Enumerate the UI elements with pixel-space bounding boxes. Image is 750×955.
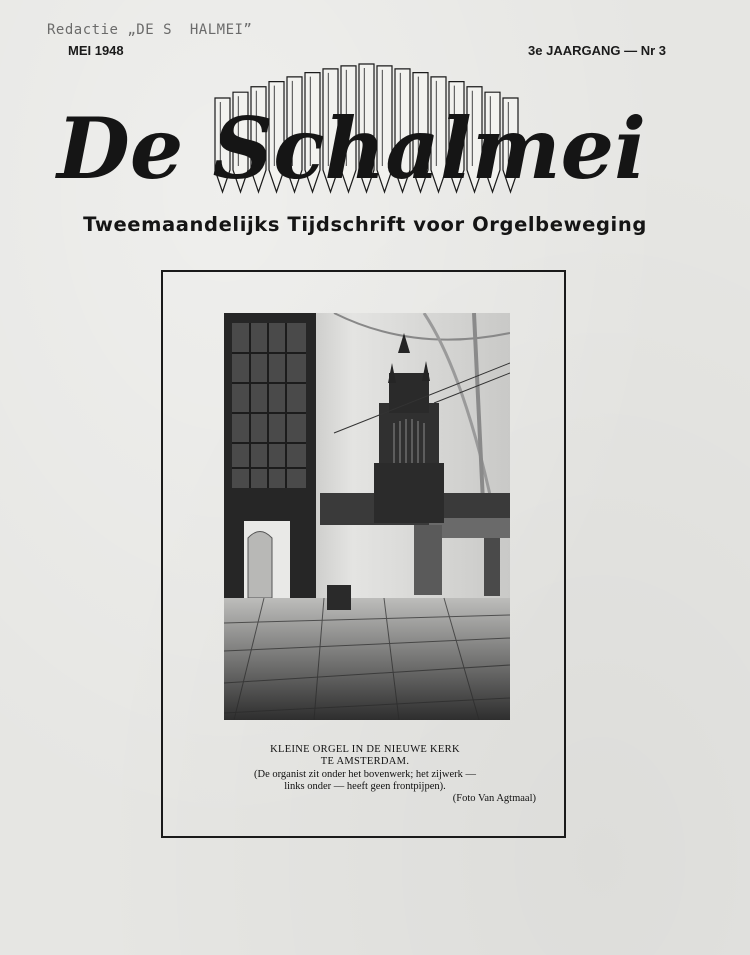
organ-pipes-logo <box>55 60 695 210</box>
issue-date: MEI 1948 <box>68 43 124 58</box>
caption-title-line-2: TE AMSTERDAM. <box>320 755 410 767</box>
photo-credit: (Foto Van Agtmaal) <box>452 793 536 804</box>
caption-title-line-1: KLEINE ORGEL IN DE NIEUWE KERK <box>270 744 460 755</box>
caption-note-line-1: (De organist zit onder het bovenwerk; het zijwerk — <box>254 769 476 780</box>
editorial-stamp: Redactie „DE S HALMEI” <box>47 22 253 38</box>
masthead-logo <box>55 60 695 210</box>
masthead-title: De Schalmei <box>57 99 646 198</box>
caption-note-line-2: links onder — heeft geen frontpijpen). <box>284 780 446 792</box>
photo-caption <box>190 744 540 805</box>
church-organ-photo <box>224 313 510 720</box>
church-interior-image <box>224 313 510 720</box>
masthead-subtitle: Tweemaandelijks Tijdschrift voor Orgelbeweging <box>83 213 647 236</box>
issue-number: 3e JAARGANG — Nr 3 <box>528 43 666 58</box>
